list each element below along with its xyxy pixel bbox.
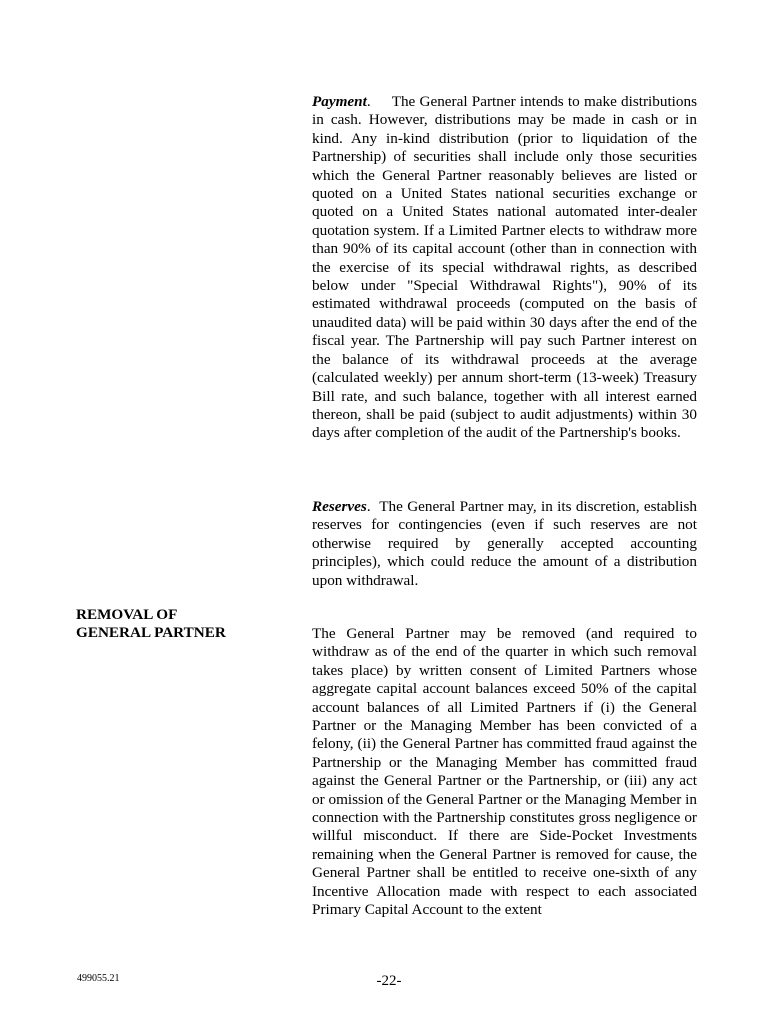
- payment-heading: Payment: [312, 93, 367, 110]
- payment-paragraph: [312, 93, 697, 443]
- removal-heading: [76, 606, 276, 643]
- reserves-paragraph: [312, 498, 697, 590]
- payment-text: The General Partner intends to make distributions in cash. However, distributions may be made in cash or in kind. Any in-kind distribution (prior to liquidation of the Partnership) of securities shall include only those securities which the General Partner reasonably believes are listed or quoted on a United States national securities exchange or quoted on a United States national automated inter-dealer quotation system. If a Limited Partner elects to withdraw more than 90% of its capital account (other than in connection with the exercise of its special withdrawal rights, as described below under "Special Withdrawal Rights"), 90% of its estimated withdrawal proceeds (computed on the basis of unaudited data) will be paid within 30 days after the end of the fiscal year. The Partnership will pay such Partner interest on the balance of its withdrawal proceeds at the average (calculated weekly) per annum short-term (13-week) Treasury Bill rate, and such balance, together with all interest earned thereon, shall be paid (subject to audit adjustments) within 30 days after completion of the audit of the Partnership's books.: [312, 93, 697, 442]
- removal-heading-line-1: REMOVAL OF: [76, 606, 178, 623]
- removal-section: [312, 625, 697, 920]
- payment-heading-period: .: [366, 93, 392, 110]
- reserves-heading: Reserves: [312, 498, 367, 515]
- removal-paragraph: The General Partner may be removed (and required to withdraw as of the end of the quarter in which such removal takes place) by written consent of Limited Partners whose aggregate capital account balances exceed 50% of the capital account balances of all Limited Partners if (i) the General Partner or the Managing Member has been convicted of a felony, (ii) the General Partner has committed fraud against the Partnership or the Managing Member has committed fraud against the General Partner or the Partnership, or (iii) any act or omission of the General Partner or the Managing Member in connection with the Partnership constitutes gross negligence or willful misconduct. If there are Side-Pocket Investments remaining when the General Partner is removed for cause, the General Partner shall be entitled to receive one-sixth of any Incentive Allocation made with respect to each associated Primary Capital Account to the extent: [312, 625, 697, 919]
- payment-section: [312, 93, 697, 443]
- reserves-heading-period: .: [366, 498, 380, 515]
- document-id: 499055.21: [77, 973, 120, 984]
- reserves-section: [312, 498, 697, 590]
- page-number: -22-: [376, 973, 402, 989]
- reserves-text: The General Partner may, in its discretion, establish reserves for contingencies (even if such reserves are not otherwise required by generally accepted accounting principles), which could reduce the amount of a distribution upon withdrawal.: [312, 498, 697, 589]
- removal-heading-line-2: GENERAL PARTNER: [76, 624, 226, 642]
